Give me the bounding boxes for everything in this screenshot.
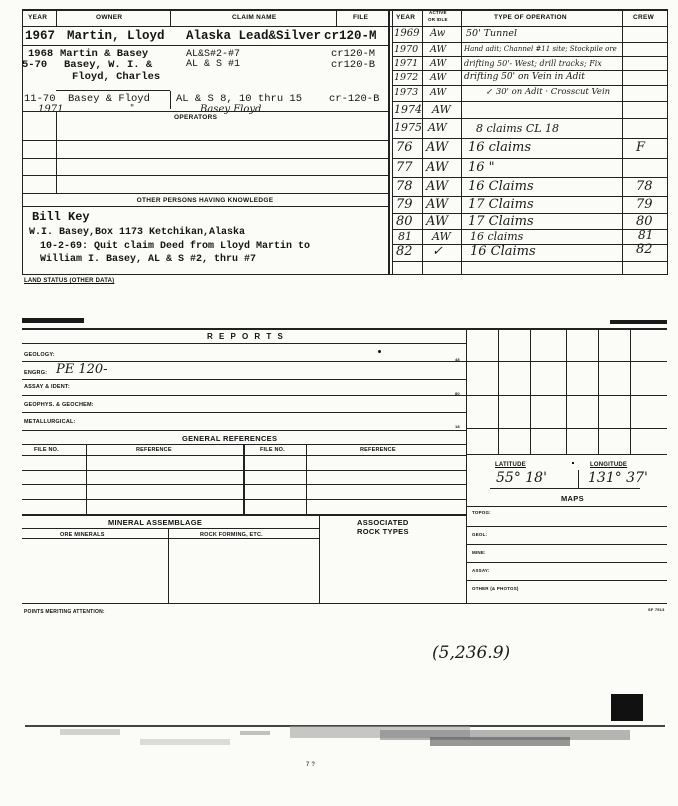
op-8-type: 16 claims [468, 140, 532, 155]
assay-label: ASSAY & IDENT: [24, 384, 70, 390]
knowledge-line-3: 10-2-69: Quit claim Deed from Lloyd Martin to [40, 241, 311, 252]
scan-bar-left [22, 318, 84, 323]
op-4-year: 1972 [394, 72, 419, 83]
op-3-rule [392, 70, 667, 71]
grid-row-2 [466, 395, 667, 396]
divider-active [461, 9, 462, 275]
geology-dot [378, 350, 381, 353]
op-9-year: 77 [396, 160, 413, 175]
op-3-type: drifting 50'- West; drill tracks; Fix [464, 59, 602, 68]
owner-row-1-rule [22, 45, 388, 46]
knowledge-line-4: William I. Basey, AL & S #2, thru #7 [40, 254, 257, 265]
op-10-year: 78 [396, 179, 413, 194]
op-14-rule [392, 261, 667, 262]
grid-col-5 [630, 328, 631, 454]
general-references-title: GENERAL REFERENCES [182, 434, 278, 443]
header-active: ACTIVE [429, 10, 447, 15]
lat-long-dot [572, 462, 574, 464]
op-14-crew: 82 [636, 242, 653, 257]
grid-col-2 [530, 328, 531, 454]
reports-num-1: 48 [455, 357, 460, 362]
op-8-rule [392, 158, 667, 159]
associated-label: ASSOCIATED [357, 518, 409, 527]
owner-row-4-owner: Floyd, Charles [72, 71, 161, 83]
general-refs-file-no-2: FILE NO. [260, 447, 285, 453]
header-file: FILE [353, 14, 369, 21]
op-8-year: 76 [396, 140, 413, 155]
knowledge-line-2: W.I. Basey,Box 1173 Ketchikan,Alaska [29, 227, 246, 238]
assay-rule [22, 395, 466, 396]
divider-claim [336, 9, 337, 26]
header-year: YEAR [28, 14, 48, 21]
divider-file [388, 9, 390, 275]
mineral-assemblage-title: MINERAL ASSEMBLAGE [108, 518, 203, 527]
knowledge-label-rule [22, 206, 388, 207]
right-border [667, 9, 668, 275]
geology-label: GEOLOGY: [24, 352, 55, 358]
general-refs-col-1 [86, 444, 87, 514]
scan-bar-right [610, 320, 667, 324]
op-5-status: AW [430, 87, 447, 98]
op-5-year: 1973 [394, 87, 419, 98]
owner-row-3-file: cr120-B [331, 59, 376, 71]
owner-row-3-year: 5-70 [22, 59, 48, 71]
owner-row-2-file: cr120-M [331, 48, 376, 60]
reports-title: R E P O R T S [207, 332, 285, 341]
geophys-rule [22, 412, 466, 413]
general-refs-col-2 [243, 444, 245, 514]
op-12-type: 17 Claims [468, 214, 534, 229]
rock-forming-label: ROCK FORMING, ETC. [200, 532, 263, 538]
maps-topog-rule [466, 526, 667, 527]
rock-types-label: ROCK TYPES [357, 527, 409, 536]
points-meriting-attention: POINTS MERITING ATTENTION: [24, 609, 105, 615]
op-2-type: Hand adit; Channel #11 site; Stockpile ore [464, 45, 617, 53]
op-6-status: AW [432, 103, 451, 116]
maps-assay-rule [466, 580, 667, 581]
owner-row-1-claim: Alaska Lead&Silver [186, 29, 322, 43]
op-13-status: AW [432, 230, 451, 243]
maps-geol-rule [466, 544, 667, 545]
owner-row-1-owner: Martin, Lloyd [67, 29, 165, 43]
general-refs-bottom [22, 514, 466, 516]
op-2-status: AW [430, 44, 447, 55]
header-claim-name: CLAIM NAME [232, 14, 277, 21]
metallurgical-rule [22, 430, 466, 431]
owner-row-5-claim: AL & S 8, 10 thru 15 [176, 93, 303, 105]
knowledge-top-rule [22, 193, 388, 194]
mineral-col-divider [168, 528, 169, 604]
knowledge-line-1: Bill Key [32, 210, 90, 224]
grid-row-3 [466, 428, 667, 429]
op-7-status: AW [428, 121, 447, 134]
owner-row-5-owner: Basey & Floyd [68, 93, 150, 105]
op-14-status: ✓ [432, 244, 443, 259]
op-4-status: AW [430, 72, 447, 83]
operator-row-rule-1 [22, 140, 388, 141]
metallurgical-label: METALLURGICAL: [24, 419, 76, 425]
divider-owner [170, 9, 171, 26]
grid-col-4 [598, 328, 599, 454]
op-4-rule [392, 85, 667, 86]
owner-row-1-file: cr120-M [324, 29, 377, 43]
op-13-year: 81 [398, 230, 412, 243]
reports-title-rule [22, 343, 466, 344]
owner-row-3-claim: AL & S #1 [186, 59, 241, 70]
op-10-crew: 78 [636, 179, 653, 194]
operators-top-rule [22, 111, 388, 112]
maps-topog: TOPOG: [472, 510, 491, 515]
owner-row-4-rule [56, 90, 170, 91]
maps-mine: MINE: [472, 550, 486, 555]
op-2-rule [392, 56, 667, 57]
left-border [22, 9, 23, 275]
header-type-of-operation: TYPE OF OPERATION [494, 14, 567, 21]
grid-row-1 [466, 361, 667, 362]
longitude-value: 131° 37' [588, 470, 648, 486]
reports-num-2: 80 [455, 391, 460, 396]
engrg-label: ENGRG: [24, 370, 48, 376]
op-1-rule [392, 42, 667, 43]
op-9-status: AW [426, 160, 449, 175]
op-11-type: 17 Claims [468, 197, 534, 212]
op-9-type: 16 " [468, 160, 495, 175]
latitude-label: LATITUDE [495, 462, 526, 468]
general-refs-row-rule-3 [22, 499, 466, 500]
engrg-value: PE 120- [56, 362, 108, 377]
maps-geol: GEOL: [472, 532, 488, 537]
latitude-value: 55° 18' [496, 470, 547, 486]
top-border [22, 9, 667, 11]
reports-num-3: 18 [455, 424, 460, 429]
op-8-crew: F [636, 140, 646, 155]
grid-row-4 [466, 454, 667, 455]
op-12-status: AW [426, 214, 449, 229]
owner-row-3-owner: Basey, W. I. & [64, 59, 153, 71]
reports-top-border [22, 328, 667, 330]
divider-file-double [392, 9, 393, 275]
divider-year2 [422, 9, 423, 275]
op-4-type: drifting 50' on Vein in Adit [464, 72, 585, 82]
general-refs-reference-2: REFERENCE [360, 447, 396, 453]
op-12-year: 80 [396, 214, 413, 229]
longitude-label: LONGITUDE [590, 462, 628, 468]
top-section-bottom [22, 274, 667, 275]
op-11-year: 79 [396, 197, 413, 212]
op-11-status: AW [426, 197, 449, 212]
divider-type [622, 9, 623, 275]
owner-row-5-file: cr-120-B [329, 93, 380, 105]
op-1-status: Aw [430, 28, 446, 39]
op-1-type: 50' Tunnel [466, 28, 518, 39]
footer-mark: 7 ? [306, 762, 316, 768]
op-11-crew: 79 [636, 197, 653, 212]
op-1-year: 1969 [394, 28, 420, 39]
op-12-crew: 80 [636, 214, 653, 229]
ore-minerals-label: ORE MINERALS [60, 532, 105, 538]
scan-noise-band [0, 715, 678, 775]
op-2-year: 1970 [394, 44, 419, 55]
owner-row-2-owner: Martin & Basey [60, 48, 149, 60]
op-14-year: 82 [396, 244, 413, 259]
op-3-year: 1971 [394, 58, 419, 69]
op-13-type: 16 claims [470, 230, 524, 243]
lat-long-divider [578, 470, 579, 488]
form-code: SF 7513 [648, 607, 665, 612]
op-8-status: AW [426, 140, 449, 155]
land-status-label: LAND STATUS (OTHER DATA) [24, 278, 115, 284]
general-refs-reference: REFERENCE [136, 447, 172, 453]
op-13-crew: 81 [638, 228, 654, 242]
knowledge-label: OTHER PERSONS HAVING KNOWLEDGE [136, 197, 274, 204]
general-refs-file-no: FILE NO. [34, 447, 59, 453]
op-7-rule [392, 138, 667, 139]
maps-title-rule [466, 506, 667, 507]
op-6-rule [392, 118, 667, 119]
header-owner: OWNER [96, 14, 123, 21]
header-crew: CREW [633, 14, 655, 21]
operator-col-divider [56, 111, 57, 193]
grid-col-3 [566, 328, 567, 454]
grid-col-1 [498, 328, 499, 454]
divider-year [56, 9, 57, 26]
maps-assay: ASSAY: [472, 568, 490, 573]
reports-bottom-border [22, 603, 667, 604]
header-or-idle: OR IDLE [428, 17, 448, 22]
op-14-type: 16 Claims [470, 244, 536, 259]
general-refs-row-rule-2 [22, 484, 466, 485]
op-5-rule [392, 101, 667, 102]
owner-row-5-divider [170, 91, 171, 109]
owner-row-2-claim: AL&S#2-#7 [186, 49, 241, 60]
handwritten-number: (5,236.9) [432, 643, 511, 663]
owner-row-5-year: 11-70 [24, 93, 56, 105]
mineral-header-rule [22, 538, 319, 539]
operators-label: OPERATORS [174, 114, 218, 121]
op-5-type: ↙ 30' on Adit · Crosscut Vein [486, 87, 611, 97]
op-7-type: 8 claims CL 18 [476, 122, 560, 135]
operator-row-rule-3 [22, 175, 388, 176]
mineral-assoc-divider [319, 514, 320, 604]
op-9-rule [392, 177, 667, 178]
header-bottom-border [22, 26, 667, 27]
geophys-label: GEOPHYS. & GEOCHEM: [24, 402, 94, 408]
engrg-rule [22, 379, 466, 380]
op-10-status: AW [426, 179, 449, 194]
owner-row-6-claim: Basey Floyd [200, 104, 262, 115]
op-7-year: 1975 [394, 121, 422, 134]
op-6-year: 1974 [394, 103, 422, 116]
operator-row-rule-2 [22, 158, 388, 159]
owner-row-1-year: 1967 [25, 29, 56, 43]
lat-long-rule [490, 488, 640, 489]
owner-row-2-year: 1968 [28, 48, 54, 60]
general-refs-col-3 [306, 444, 307, 514]
general-refs-row-rule-1 [22, 470, 466, 471]
op-3-status: AW [430, 58, 447, 69]
mineral-title-rule [22, 528, 319, 529]
owner-row-6-owner: " [130, 104, 135, 114]
header-year2: YEAR [396, 14, 416, 21]
op-10-type: 16 Claims [468, 179, 534, 194]
maps-title: MAPS [561, 494, 584, 503]
owner-row-6-year: 1971 [38, 104, 64, 115]
maps-mine-rule [466, 562, 667, 563]
maps-other: OTHER (& PHOTOS) [472, 586, 519, 591]
